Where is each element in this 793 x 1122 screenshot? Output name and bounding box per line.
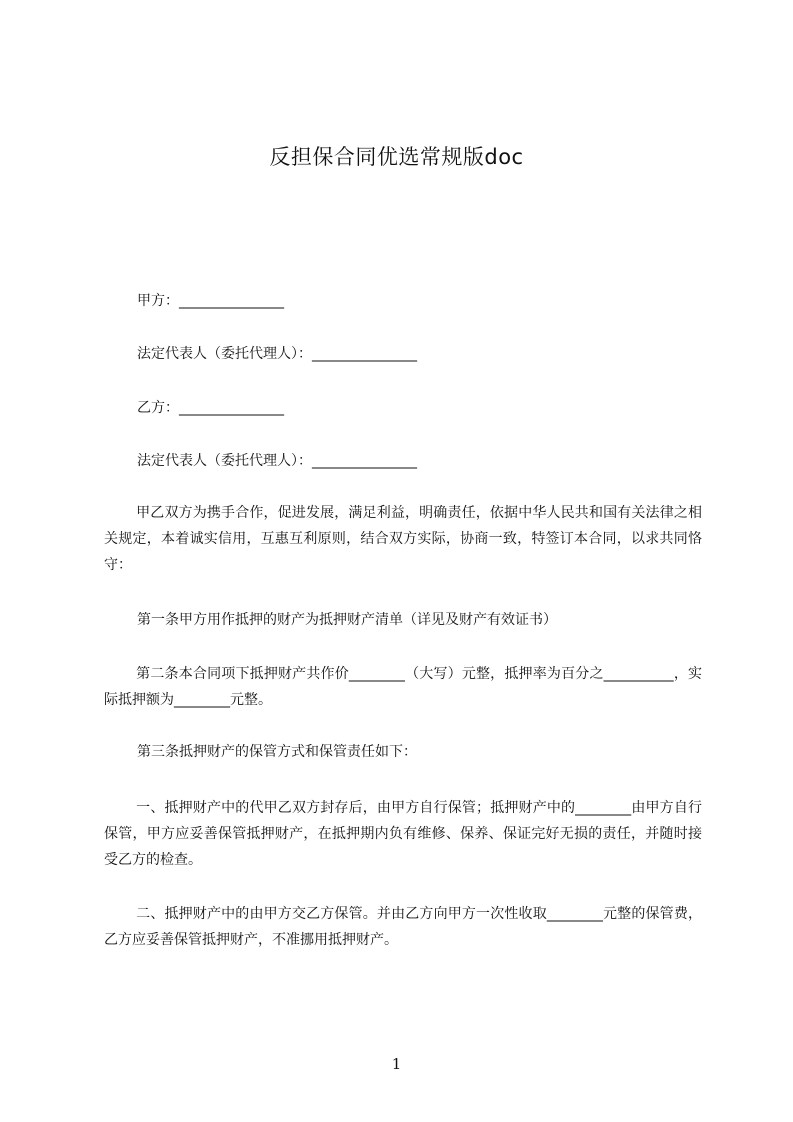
preamble-paragraph: [104, 500, 702, 578]
party-b-line: 乙方：_______________: [137, 400, 284, 416]
clause-2-text: 二、抵押财产中的由甲方交乙方保管。并由乙方向甲方一次性收取________元整的保管费，乙方应妥善保管抵押财产，不准挪用抵押财产。: [104, 906, 702, 948]
article-1: 第一条甲方用作抵押的财产为抵押财产清单（详见及财产有效证书）: [137, 612, 557, 628]
document-title: 反担保合同优选常规版doc: [269, 145, 524, 169]
article-3: 第三条抵押财产的保管方式和保管责任如下：: [137, 744, 417, 760]
party-a-representative-line: 法定代表人（委托代理人）：_______________: [137, 346, 417, 362]
clause-2-paragraph: [104, 901, 702, 953]
party-a-line: 甲方：_______________: [137, 293, 284, 309]
party-b-representative-line: 法定代表人（委托代理人）：_______________: [137, 453, 417, 469]
preamble-text: 甲乙双方为携手合作，促进发展，满足利益，明确责任，依据中华人民共和国有关法律之相关规定，本着诚实信用，互惠互利原则，结合双方实际，协商一致，特签订本合同，以求共同恪守：: [104, 505, 702, 573]
article-2-text: 第二条本合同项下抵押财产共作价________（大写）元整，抵押率为百分之__________，实际抵押额为________元整。: [104, 666, 702, 708]
clause-1-text: 一、抵押财产中的代甲乙双方封存后，由甲方自行保管；抵押财产中的________由甲方自行保管，甲方应妥善保管抵押财产，在抵押期内负有维修、保养、保证完好无损的责任，并随时接受乙方的检查。: [104, 800, 702, 868]
page-number: 1: [391, 1055, 402, 1073]
clause-1-paragraph: [104, 795, 702, 873]
article-2-paragraph: [104, 661, 702, 713]
